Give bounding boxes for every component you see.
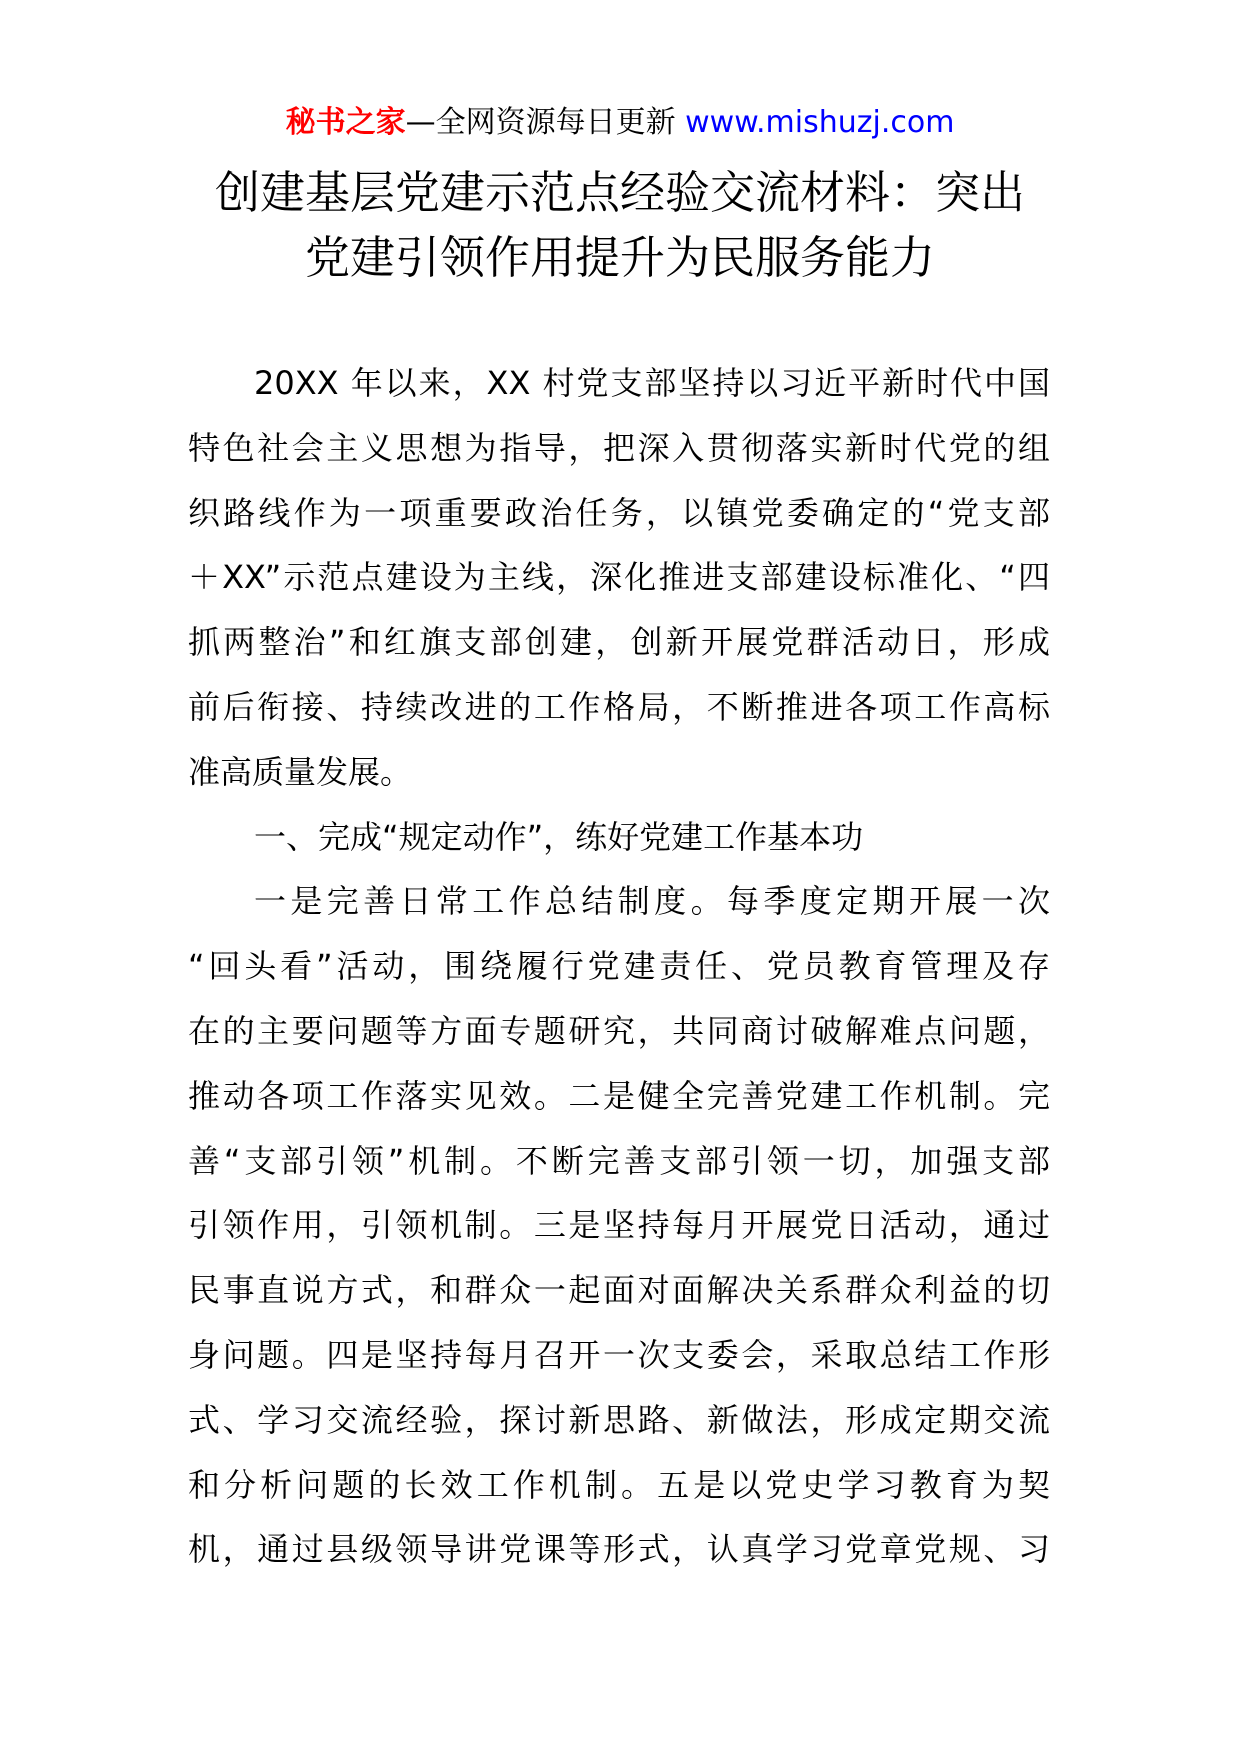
section-heading-1 xyxy=(188,805,1050,870)
brand-name: 秘书之家 xyxy=(285,105,406,140)
text-line: 引领作用，引领机制。三是坚持每月开展党日活动，通过 xyxy=(188,1206,1050,1245)
text-line: 善“支部引领”机制。不断完善支部引领一切，加强支部 xyxy=(188,1141,1050,1180)
text-line: 20XX 年以来，XX 村党支部坚持以习近平新时代中国 xyxy=(254,364,1050,402)
text-line: 机，通过县级领导讲党课等形式，认真学习党章党规、习 xyxy=(188,1530,1050,1569)
section-heading-text: 一、完成“规定动作”，练好党建工作基本功 xyxy=(254,817,864,856)
text-line: 在的主要问题等方面专题研究，共同商讨破解难点问题， xyxy=(188,1011,1050,1050)
title-line-1: 创建基层党建示范点经验交流材料：突出 xyxy=(214,166,1025,219)
text-line: ＋XX”示范点建设为主线，深化推进支部建设标准化、“四 xyxy=(188,558,1050,597)
site-banner xyxy=(0,100,1240,146)
site-url-link[interactable]: www.mishuzj.com xyxy=(685,105,955,140)
text-line: 准高质量发展。 xyxy=(188,752,413,791)
paragraph-section-1 xyxy=(188,869,1050,1582)
title-line-2: 党建引领作用提升为民服务能力 xyxy=(304,231,935,284)
document-body xyxy=(188,351,1050,1582)
banner-tagline: —全网资源每日更新 xyxy=(405,105,686,140)
text-line: 式、学习交流经验，探讨新思路、新做法，形成定期交流 xyxy=(188,1400,1050,1439)
document-title xyxy=(150,160,1090,290)
text-line: 织路线作为一项重要政治任务，以镇党委确定的“党支部 xyxy=(188,493,1050,532)
text-line: 推动各项工作落实见效。二是健全完善党建工作机制。完 xyxy=(188,1076,1050,1115)
text-line: 和分析问题的长效工作机制。五是以党史学习教育为契 xyxy=(188,1465,1050,1504)
text-line: 一是完善日常工作总结制度。每季度定期开展一次 xyxy=(254,882,1050,921)
text-line: 前后衔接、持续改进的工作格局，不断推进各项工作高标 xyxy=(188,687,1050,726)
text-line: 身问题。四是坚持每月召开一次支委会，采取总结工作形 xyxy=(188,1335,1050,1374)
text-line: 民事直说方式，和群众一起面对面解决关系群众利益的切 xyxy=(188,1271,1050,1310)
paragraph-intro xyxy=(188,351,1050,805)
text-line: 抓两整治”和红旗支部创建，创新开展党群活动日，形成 xyxy=(188,623,1050,662)
text-line: “回头看”活动，围绕履行党建责任、党员教育管理及存 xyxy=(188,947,1050,986)
text-line: 特色社会主义思想为指导，把深入贯彻落实新时代党的组 xyxy=(188,428,1050,467)
